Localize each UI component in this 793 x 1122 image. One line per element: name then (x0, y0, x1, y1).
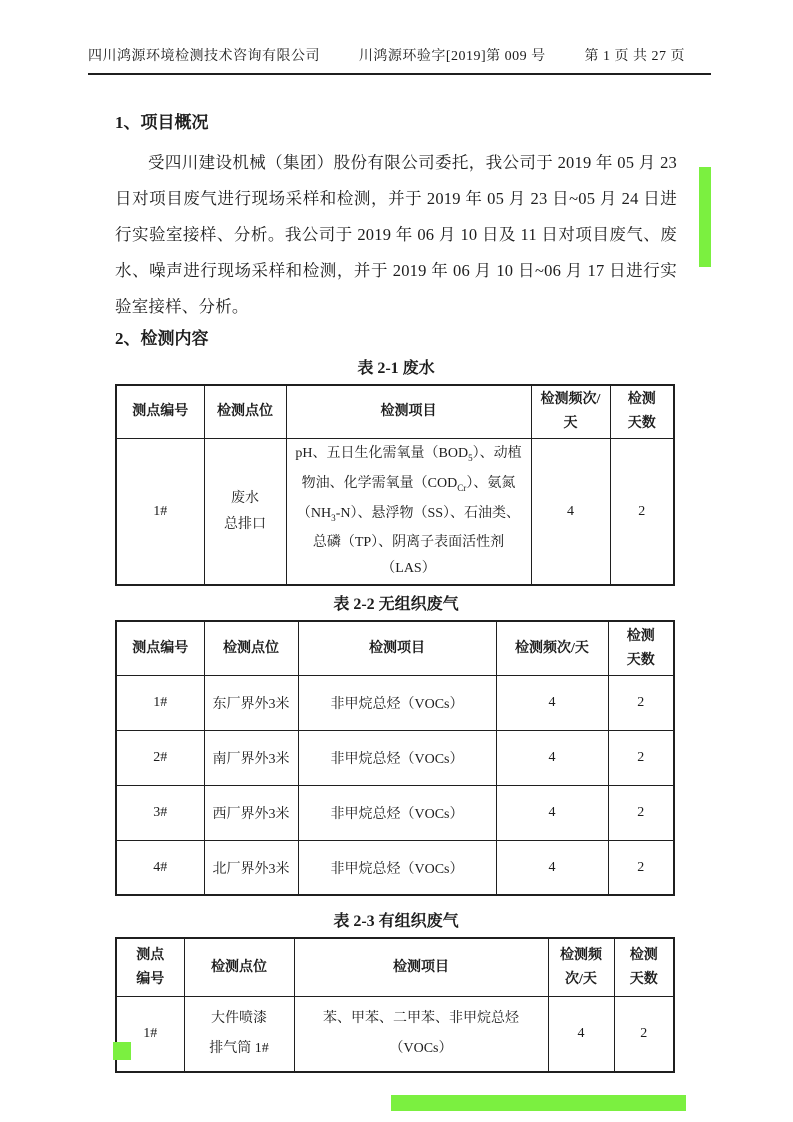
table-cell: 4 (496, 840, 608, 895)
table-header-row (116, 385, 674, 439)
table-2-3-caption: 表 2-3 有组织废气 (333, 913, 459, 931)
column-header: 检测 天数 (614, 938, 674, 996)
table-cell: 南厂界外3米 (204, 730, 298, 785)
table-wastewater (115, 384, 675, 586)
table-cell: 1# (116, 439, 204, 586)
table-cell: 非甲烷总烃（VOCs） (298, 675, 496, 730)
scan-highlight-artifact-bottom (391, 1095, 686, 1111)
column-header: 检测项目 (294, 938, 548, 996)
column-header: 检测频次/天 (496, 621, 608, 675)
table-row (116, 785, 674, 840)
column-header: 检测点位 (204, 621, 298, 675)
table-cell: 非甲烷总烃（VOCs） (298, 730, 496, 785)
page-number-info: 第 1 页 共 27 页 (584, 49, 685, 64)
table-cell: 1# (116, 996, 184, 1072)
section-2-heading: 2、检测内容 (115, 329, 209, 348)
column-header: 检测 天数 (608, 621, 674, 675)
column-header: 检测项目 (298, 621, 496, 675)
table-cell: pH、五日生化需氧量$(BOD_5)$、动植 物油、化学需氧量$(COD_{Cr})$、氨氮 $(NH_3-N)$、悬浮物（SS）、石油类、 总磷（TP）、阴离子表面活性剂（LAS） (286, 439, 531, 586)
company-name: 四川鸿源环境检测技术咨询有限公司 (88, 49, 320, 64)
column-header: 检测点位 (204, 385, 286, 439)
table-cell: 3# (116, 785, 204, 840)
page-header (88, 0, 711, 75)
table-cell: 非甲烷总烃（VOCs） (298, 785, 496, 840)
table-cell: 2# (116, 730, 204, 785)
table-cell: 4 (531, 439, 610, 586)
table-cell: 2 (608, 785, 674, 840)
table-cell: 4 (496, 785, 608, 840)
scan-highlight-artifact-right (699, 167, 711, 267)
table-cell: 4 (496, 675, 608, 730)
table-header-row (116, 938, 674, 996)
table-cell: 4# (116, 840, 204, 895)
table-cell: 4 (548, 996, 614, 1072)
table-fugitive-gas (115, 620, 675, 896)
table-cell: 2 (610, 439, 674, 586)
column-header: 检测频次/天 (531, 385, 610, 439)
table-cell: 4 (496, 730, 608, 785)
column-header: 检测频 次/天 (548, 938, 614, 996)
table-cell: 西厂界外3米 (204, 785, 298, 840)
table-row (116, 730, 674, 785)
table-cell: 非甲烷总烃（VOCs） (298, 840, 496, 895)
column-header: 测点 编号 (116, 938, 184, 996)
table-cell: 2 (608, 675, 674, 730)
table-cell: 2 (614, 996, 674, 1072)
table-cell: 2 (608, 840, 674, 895)
table-cell: 北厂界外3米 (204, 840, 298, 895)
table-cell: 苯、甲苯、二甲苯、非甲烷总烃（VOCs） (294, 996, 548, 1072)
table-2-2-caption: 表 2-2 无组织废气 (333, 596, 459, 614)
section-1-heading: 1、项目概况 (115, 113, 209, 132)
table-cell: 大件喷漆 排气筒 1# (184, 996, 294, 1072)
document-content (115, 111, 677, 1073)
table-row (116, 439, 674, 586)
table-header-row (116, 621, 674, 675)
document-number: 川鸿源环验字[2019]第 009 号 (358, 49, 546, 64)
table-cell: 2 (608, 730, 674, 785)
table-stack-gas (115, 937, 675, 1073)
table-row (116, 675, 674, 730)
table-cell: 1# (116, 675, 204, 730)
table-cell: 废水 总排口 (204, 439, 286, 586)
table-cell: 东厂界外3米 (204, 675, 298, 730)
column-header: 检测点位 (184, 938, 294, 996)
column-header: 测点编号 (116, 385, 204, 439)
table-2-1-caption: 表 2-1 废水 (357, 360, 435, 377)
scan-highlight-artifact-corner (113, 1042, 131, 1060)
column-header: 检测 天数 (610, 385, 674, 439)
section-1-paragraph: 受四川建设机械（集团）股份有限公司委托，我公司于 2019 年 05 月 23 日对项目废气进行现场采样和检测，并于 2019 年 05 月 23 日~05 月 24 日进行实验室接样、分析。我公司于 2019 年 06 月 10 日及 11 日对项目废气、废水、噪声进行现场采样和检测，并于 2019 年 06 月 10 日~06 月 17 日进行实验室接样、分析。 (115, 153, 677, 316)
table-row (116, 840, 674, 895)
table-row (116, 996, 674, 1072)
column-header: 测点编号 (116, 621, 204, 675)
column-header: 检测项目 (286, 385, 531, 439)
